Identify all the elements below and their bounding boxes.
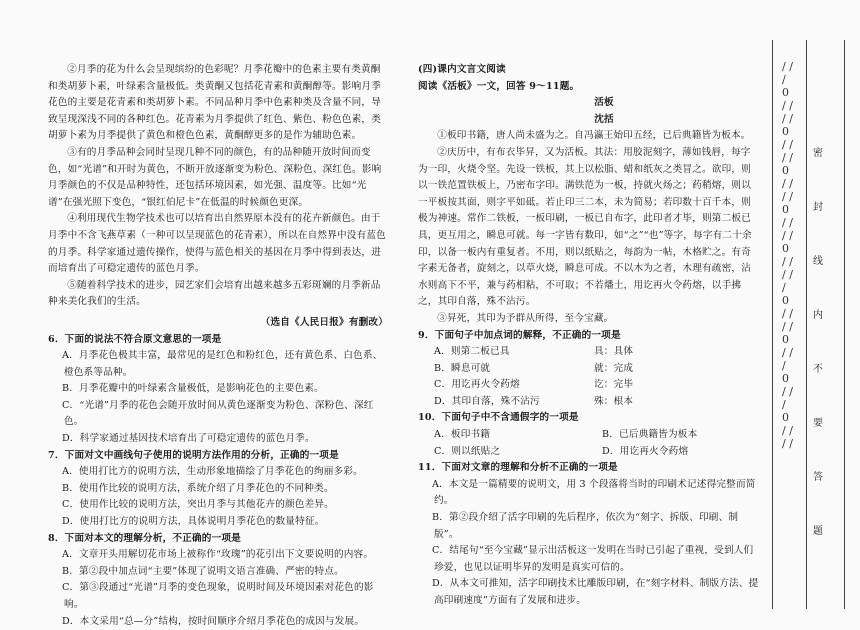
question-6-option-a: A．月季花色极其丰富，最常见的是红色和粉红色，还有黄色系、白色系、橙色系等品种。 — [62, 350, 383, 378]
question-10-stem: 10．下面句子中不含通假字的一项是 — [418, 412, 579, 424]
question-9-gloss-d: 殊：根本 — [594, 395, 634, 407]
left-column — [48, 62, 388, 630]
question-6-stem: 6．下面的说法不符合原文意思的一项是 — [48, 333, 222, 345]
question-9-options — [434, 344, 633, 410]
question-11-stem: 11．下面对文章的理解和分析不正确的一项是 — [418, 462, 618, 474]
binding-line-outer — [772, 40, 773, 609]
seal-label-2: 封 — [813, 202, 823, 213]
seal-label-1: 密 — [813, 148, 823, 159]
question-6-option-b: B．月季花瓣中的叶绿素含量极低，是影响花色的主要色素。 — [62, 383, 324, 395]
question-9-option-a: A．则第二板已具 — [434, 346, 510, 358]
question-6-option-d: D．科学家通过基因技术培育出了可稳定遗传的蓝色月季。 — [62, 433, 315, 445]
passage-paragraph-2: ②月季的花为什么会呈现缤纷的色彩呢？月季花瓣中的色素主要有类黄酮和类胡萝卜素，叶绿素含量极低。类黄酮又包括花青素和黄酮醇等。影响月季花色的主要是花青素和类胡萝卜素。不同品种月季中色素种类及含量不同，导致呈现深浅不同的各种红色。花青素为月季提供了红色、紫色、粉色色素，类胡萝卜素为月季提供了黄色和橙色色素，黄酮醇更多的是作为辅助色素。 — [48, 64, 381, 142]
question-9-gloss-c: 讫：完毕 — [594, 379, 634, 391]
section-heading: (四)课内文言文阅读 — [418, 64, 506, 75]
question-10-option-a: A．板印书籍 — [434, 429, 491, 441]
question-7-stem: 7．下面对文中画线句子使用的说明方法作用的分析，正确的一项是 — [48, 449, 339, 461]
question-8-option-a: A．文章开头用解切花市场上被称作“玫瑰”的花引出下文要说明的内容。 — [62, 549, 374, 561]
question-9-row-a — [434, 344, 633, 361]
question-8-option-d: D．本文采用“总—分”结构，按时间顺序介绍月季花色的成因与发展。 — [62, 615, 365, 627]
question-10-row-2 — [434, 444, 697, 461]
question-11-option-a: A．本文是一篇精要的说明文，用 3 个段落将当时的印刷术记述得完整而简约。 — [432, 478, 756, 507]
question-7-option-d: D．使用打比方的说明方法，具体说明月季花色的数量特征。 — [62, 516, 325, 528]
classical-paragraph-3: ③昇死，其印为予群从所得，至今宝藏。 — [437, 312, 614, 324]
seal-label-4: 内 — [813, 310, 823, 321]
question-8-option-c: C．第③段通过“光谱”月季的变色现象，说明时间及环境因素对花色的影响。 — [62, 582, 374, 610]
question-6-option-c: C．“光谱”月季的花色会随开放时间从黄色逐渐变为粉色、深粉色、深红色。 — [62, 399, 374, 428]
seal-label-3: 线 — [813, 256, 823, 267]
question-9-row-b — [434, 361, 633, 378]
binding-line-edge — [844, 40, 845, 609]
question-8-stem: 8．下面对本文的理解分析，不正确的一项是 — [48, 532, 241, 544]
seal-label-6: 要 — [813, 418, 823, 429]
question-9-stem: 9．下面句子中加点词的解释，不正确的一项是 — [418, 329, 621, 341]
passage-paragraph-3: ③有的月季品种会同时呈现几种不同的颜色，有的品种随开放时间而变色，如“光谱”和开时为黄色，不断开放逐渐变为粉色、深粉色、深红色。影响月季颜色的不仅是品种特性，还包括环境因素，如光强、温度等。比如“光谱”在强光照下变色，“银红伯尼卡”在低温的时候颜色更深。 — [48, 146, 382, 208]
question-9-gloss-a: 具：具体 — [594, 346, 634, 358]
seal-label-7: 答 — [813, 472, 823, 483]
passage-title: 活板 — [594, 97, 614, 109]
seal-dash-line: / / / 0 / / / / 0 / / / / 0 / / / / 0 / / / / 0 / / / / / 0 / / / / 0 / / / 0 / / / 0 / / / / — [782, 60, 793, 450]
binding-line-inner — [806, 40, 807, 609]
passage-author: 沈括 — [594, 113, 614, 125]
seal-label-8: 题 — [813, 526, 823, 537]
question-9-row-c — [434, 377, 633, 394]
question-9-option-c: C．用讫再火令药熔 — [434, 379, 520, 391]
classical-paragraph-1: ①板印书籍，唐人尚未盛为之。自冯瀛王始印五经，已后典籍皆为板本。 — [437, 130, 751, 142]
question-10-options — [434, 427, 697, 460]
reading-instruction: 阅读《活板》一文，回答 9～11题。 — [418, 80, 580, 92]
question-7-option-a: A．使用打比方的说明方法，生动形象地描绘了月季花色的绚丽多彩。 — [62, 466, 363, 478]
question-11-option-c: C．结尾句“至今宝藏”显示出活板这一发明在当时已引起了重视，受到人们珍爱，也见以证明毕昇的发明是真实可信的。 — [432, 545, 754, 573]
question-9-option-b: B．瞬息可就 — [434, 362, 491, 374]
passage-paragraph-5: ⑤随着科学技术的进步，园艺家们会培育出越来越多五彩斑斓的月季新品种来美化我们的生活。 — [48, 279, 381, 308]
classical-paragraph-2: ②庆历中，有布衣毕昇，又为活板。其法：用胶泥刻字，薄如钱唇，每字为一印，火烧令坚。先设一铁板，其上以松脂、蜡和纸灰之类冒之。欲印，则以一铁范置铁板上，乃密布字印。满铁范为一板，持就火炀之；药稍熔，则以一平板按其面，则字平如砥。若止印三二本，未为简易；若印数十百千本，则极为神速。常作二铁板，一板印刷，一板已自布字，此印者才毕，则第二板已具，更互用之，瞬息可就。每一字皆有数印，如“之”“也”等字，每字有二十余印，以备一板内有重复者。不用，则以纸贴之，每韵为一帖，木格贮之。有奇字素无备者，旋刻之，以草火烧，瞬息可成。不以木为之者，木理有疏密，沾水则高下不平，兼与药相粘，不可取；不若燔土，用讫再火令药熔，以手拂之，其印自落，殊不沾污。 — [418, 146, 752, 308]
question-8-option-b: B．第②段中加点词“主要”体现了说明文语言准确、严密的特点。 — [62, 565, 344, 577]
seal-label-5: 不 — [813, 364, 823, 375]
question-10-option-b: B．已后典籍皆为板本 — [602, 429, 698, 441]
question-9-row-d — [434, 394, 633, 411]
question-9-gloss-b: 就：完成 — [594, 362, 634, 374]
passage-paragraph-4: ④利用现代生物学技术也可以培育出自然界原本没有的花卉新颜色。由于月季中不含飞燕草素（一种可以呈现蓝色的花青素），所以在自然界中没有蓝色的月季。科学家通过遗传操作，使得与蓝色相关的基因在月季中得到表达，进而培育出了可稳定遗传的蓝色月季。 — [48, 213, 386, 275]
right-column — [418, 62, 760, 610]
question-11-option-d: D．从本文可推知，活字印刷技术比雕版印刷，在“刻字材料、制版方法、提高印刷速度”方面有了发展和进步。 — [432, 578, 759, 606]
question-11-option-b: B．第②段介绍了活字印刷的先后程序，依次为“刻字、拆版、印刷、制版”。 — [432, 512, 739, 540]
question-7-option-c: C．使用作比较的说明方法，突出月季与其他花卉的颜色差异。 — [62, 499, 334, 511]
question-10-option-c: C．则以纸贴之 — [434, 445, 501, 457]
question-7-option-b: B．使用作比较的说明方法，系统介绍了月季花色的不同种类。 — [62, 482, 334, 494]
question-10-row-1 — [434, 427, 697, 444]
question-9-option-d: D．其印自落，殊不沾污 — [434, 395, 540, 407]
source-note: （选自《人民日报》有删改） — [260, 316, 388, 328]
question-10-option-d: D．用讫再火令药熔 — [602, 445, 689, 457]
